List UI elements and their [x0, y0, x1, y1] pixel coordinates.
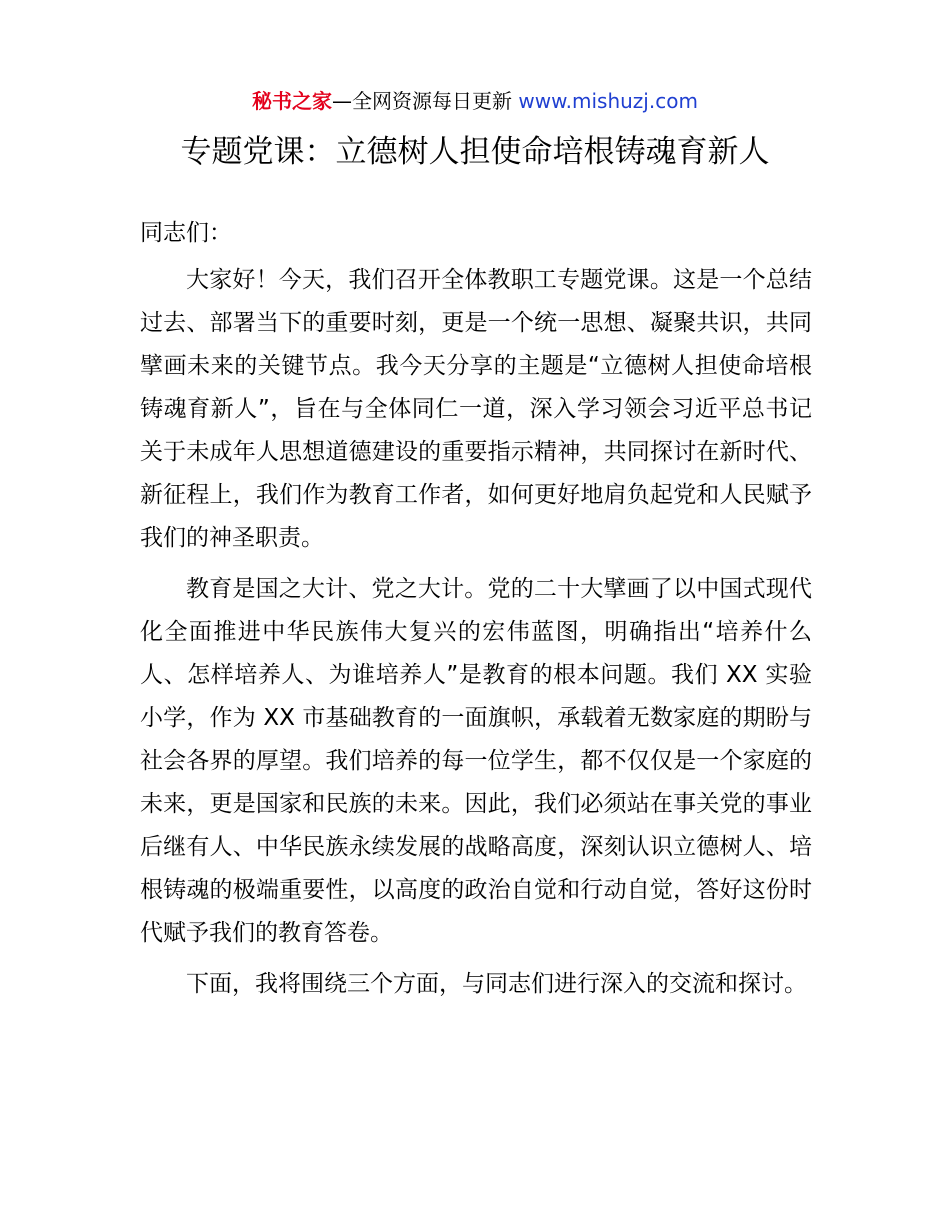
brand-name: 秘书之家 — [252, 89, 333, 113]
salutation: 同志们： — [140, 220, 232, 246]
paragraph-1: 大家好！今天，我们召开全体教职工专题党课。这是一个总结过去、部署当下的重要时刻，更是一个统一思想、凝聚共识，共同擘画未来的关键节点。我今天分享的主题是“立德树人担使命培根铸魂育新人”，旨在与全体同仁一道，深入学习领会习近平总书记关于未成年人思想道德建设的重要指示精神，共同探讨在新时代、新征程上，我们作为教育工作者，如何更好地肩负起党和人民赋予我们的神圣职责。 — [140, 267, 812, 551]
site-header — [0, 86, 950, 116]
paragraph-2: 教育是国之大计、党之大计。党的二十大擘画了以中国式现代化全面推进中华民族伟大复兴的宏伟蓝图，明确指出“培养什么人、怎样培养人、为谁培养人”是教育的根本问题。我们 XX 实验小学，作为 XX 市基础教育的一面旗帜，承载着无数家庭的期盼与社会各界的厚望。我们培养的每一位学生，都不仅仅是一个家庭的未来，更是国家和民族的未来。因此，我们必须站在事关党的事业后继有人、中华民族永续发展的战略高度，深刻认识立德树人、培根铸魂的极端重要性，以高度的政治自觉和行动自觉，答好这份时代赋予我们的教育答卷。 — [140, 576, 812, 946]
paragraph-3: 下面，我将围绕三个方面，与同志们进行深入的交流和探讨。 — [186, 971, 807, 997]
document-title: 专题党课：立德树人担使命培根铸魂育新人 — [180, 134, 770, 170]
document-body — [140, 212, 812, 1014]
header-tagline: —全网资源每日更新 — [332, 89, 519, 113]
site-url-link[interactable]: www.mishuzj.com — [518, 89, 698, 113]
